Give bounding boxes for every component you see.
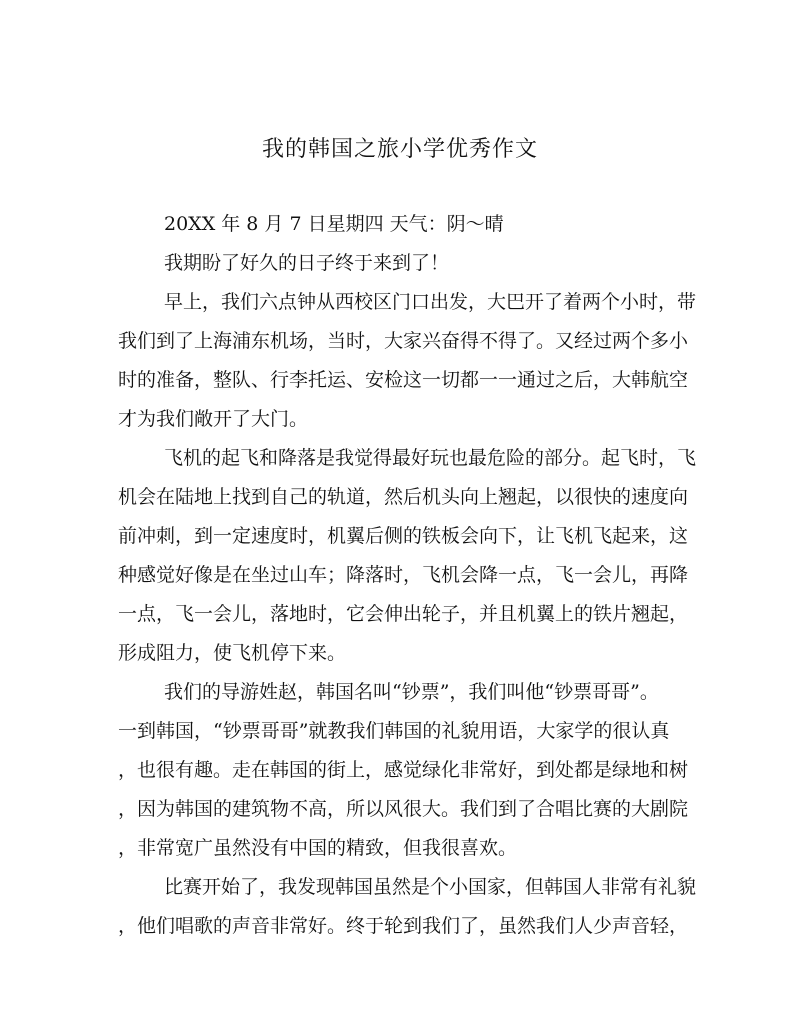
document-title: 我的韩国之旅小学优秀作文 [261,137,538,162]
text-line: 我期盼了好久的日子终于来到了！ [164,252,450,274]
date-weather-line: 20XX 年 8 月 7 日星期四 天气：阴～晴 [164,213,504,235]
text-line: 一到韩国，“钞票哥哥”就教我们韩国的礼貌用语，大家学的很认真 [118,720,670,742]
text-line: 早上，我们六点钟从西校区门口出发，大巴开了着两个小时，带 [164,291,697,313]
text-line: 一点，飞一会儿，落地时，它会伸出轮子，并且机翼上的铁片翘起， [118,603,689,625]
text-line: 比赛开始了，我发现韩国虽然是个小国家，但韩国人非常有礼貌 [164,876,697,898]
text-line: 前冲刺，到一定速度时，机翼后侧的铁板会向下，让飞机飞起来，这 [118,525,689,547]
text-line: ，因为韩国的建筑物不高，所以风很大。我们到了合唱比赛的大剧院 [118,798,689,820]
text-line: ，他们唱歌的声音非常好。终于轮到我们了，虽然我们人少声音轻， [118,915,689,937]
text-line: ，也很有趣。走在韩国的街上，感觉绿化非常好，到处都是绿地和树 [118,759,689,781]
text-line: 我们的导游姓赵，韩国名叫“钞票”，我们叫他“钞票哥哥”。 [164,681,659,703]
text-line: 种感觉好像是在坐过山车；降落时，飞机会降一点，飞一会儿，再降 [118,564,689,586]
text-line: 形成阻力，使飞机停下来。 [118,642,347,664]
text-line: 才为我们敞开了大门。 [118,408,309,430]
text-line: 我们到了上海浦东机场，当时，大家兴奋得不得了。又经过两个多小 [118,330,689,352]
text-line: 飞机的起飞和降落是我觉得最好玩也最危险的部分。起飞时，飞 [164,447,697,469]
text-line: 机会在陆地上找到自己的轨道，然后机头向上翘起，以很快的速度向 [118,486,689,508]
text-line: ，非常宽广虽然没有中国的精致，但我很喜欢。 [118,837,518,859]
text-line: 时的准备，整队、行李托运、安检这一切都一一通过之后，大韩航空 [118,369,689,391]
